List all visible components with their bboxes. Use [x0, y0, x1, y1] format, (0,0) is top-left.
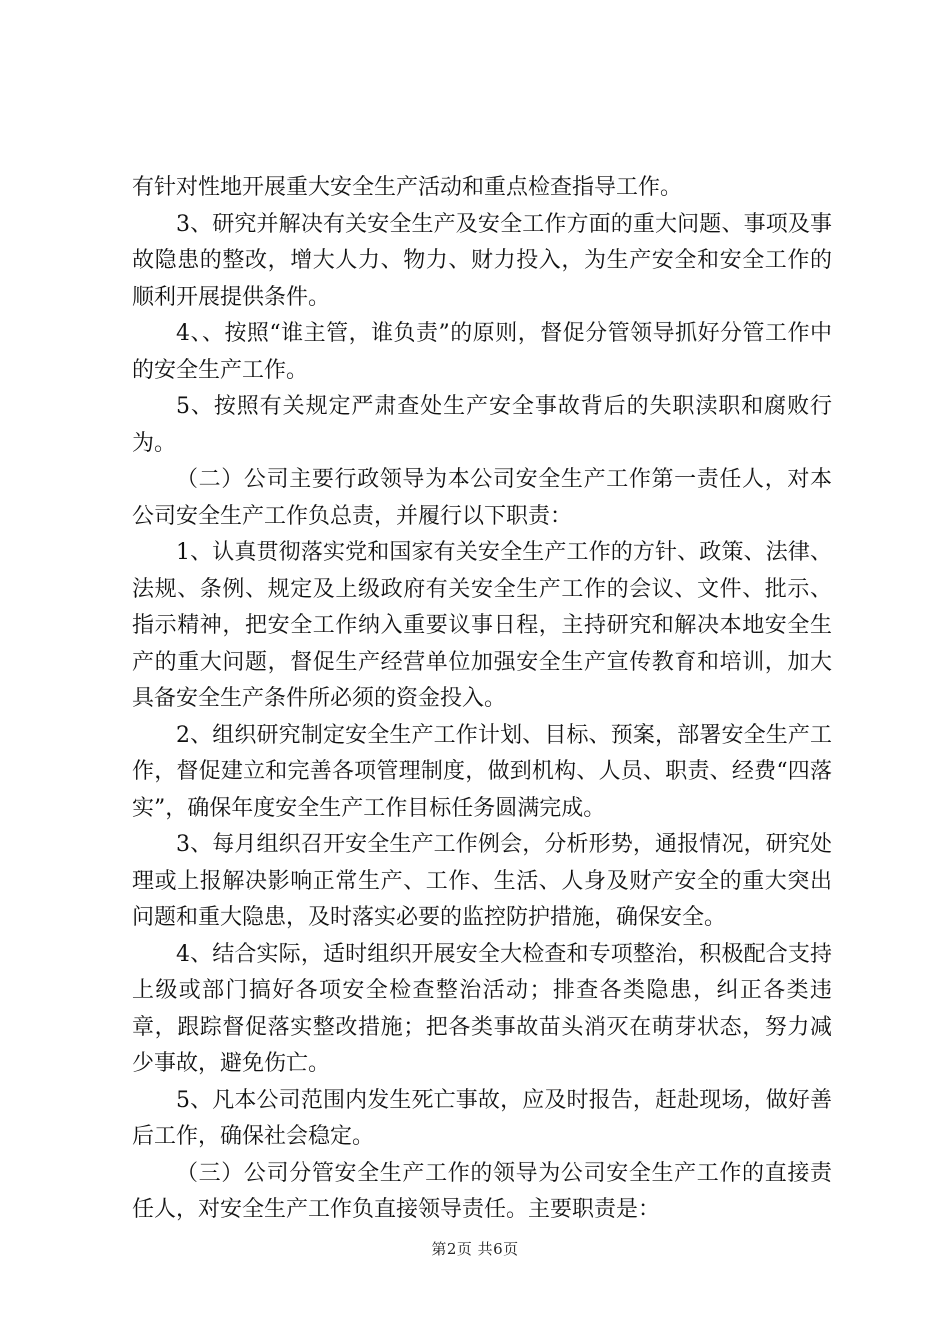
- section-heading-three: （三）公司分管安全生产工作的领导为公司安全生产工作的直接责任人，对安全生产工作负直接领导责任。主要职责是：: [132, 1160, 832, 1222]
- paragraph-duty-3: 3、每月组织召开安全生产工作例会，分析形势，通报情况，研究处理或上报解决影响正常生产、工作、生活、人身及财产安全的重大突出问题和重大隐患，及时落实必要的监控防护措施，确保安全。: [132, 832, 832, 930]
- paragraph-item-3: 3、研究并解决有关安全生产及安全工作方面的重大问题、事项及事故隐患的整改，增大人力、物力、财力投入，为生产安全和安全工作的顺利开展提供条件。: [132, 211, 832, 310]
- paragraph-duty-1: 1、认真贯彻落实党和国家有关安全生产工作的方针、政策、法律、法规、条例、规定及上级政府有关安全生产工作的会议、文件、批示、指示精神，把安全工作纳入重要议事日程，主持研究和解决本地安全生产的重大问题，督促生产经营单位加强安全生产宣传教育和培训，加大具备安全生产条件所必须的资金投入。: [132, 540, 832, 711]
- section-heading-two: （二）公司主要行政领导为本公司安全生产工作第一责任人，对本公司安全生产工作负总责，并履行以下职责：: [132, 467, 832, 529]
- document-body: [132, 170, 832, 1229]
- page-footer: 第2页 共6页: [431, 1240, 519, 1258]
- paragraph-duty-2: 2、组织研究制定安全生产工作计划、目标、预案，部署安全生产工作，督促建立和完善各项管理制度，做到机构、人员、职责、经费“四落实”，确保年度安全生产工作目标任务圆满完成。: [132, 722, 832, 821]
- paragraph-item-5: 5、按照有关规定严肃查处生产安全事故背后的失职渎职和腐败行为。: [132, 394, 832, 456]
- paragraph-duty-5: 5、凡本公司范围内发生死亡事故，应及时报告，赶赴现场，做好善后工作，确保社会稳定。: [132, 1087, 832, 1149]
- paragraph-item-4: 4、、按照“谁主管，谁负责”的原则，督促分管领导抓好分管工作中的安全生产工作。: [132, 321, 832, 383]
- paragraph-continuation: 有针对性地开展重大安全生产活动和重点检查指导工作。: [132, 175, 683, 200]
- paragraph-duty-4: 4、结合实际，适时组织开展安全大检查和专项整治，积极配合支持上级或部门搞好各项安全检查整治活动；排查各类隐患，纠正各类违章，跟踪督促落实整改措施；把各类事故苗头消灭在萌芽状态，努力减少事故，避免伤亡。: [132, 941, 832, 1076]
